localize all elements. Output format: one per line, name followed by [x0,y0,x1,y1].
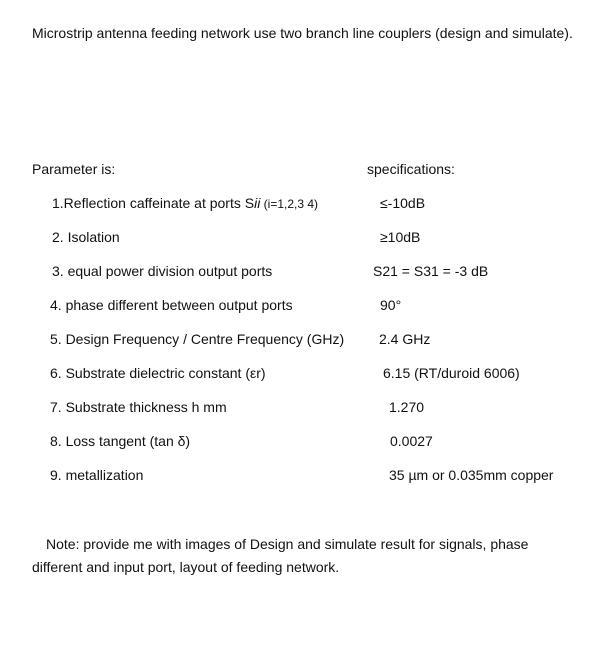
spec-row [0,295,601,315]
spec-row [0,431,601,451]
spec-row [0,397,601,417]
parameter-text: 9. metallization [50,467,144,483]
parameter-text: 2. Isolation [52,229,120,245]
spec-value: 35 µm or 0.035mm copper [389,467,554,483]
note-paragraph: Note: provide me with images of Design and simulate result for signals, phase different and input port, layout of feeding network. [32,536,529,575]
spec-value: 6.15 (RT/duroid 6006) [383,365,520,381]
spec-row [0,227,601,247]
parameter-text: 5. Design Frequency / Centre Frequency (GHz) [50,331,345,347]
parameter-text: 3. equal power division output ports [52,263,273,279]
spec-value: 2.4 GHz [379,331,431,347]
spec-row [0,193,601,213]
spec-value: 0.0027 [390,433,433,449]
spec-value: 1.270 [389,399,425,415]
spec-row [0,261,601,281]
parameter-text: 8. Loss tangent (tan δ) [50,433,191,449]
parameter-text: 7. Substrate thickness h mm [50,399,227,415]
parameter-text: 4. phase different between output ports [50,297,293,313]
spec-value: ≥10dB [380,229,421,245]
spec-value: ≤-10dB [380,195,426,211]
specifications-header: specifications: [367,161,455,177]
spec-value: S21 = S31 = -3 dB [373,263,489,279]
spec-value: 90° [380,297,402,313]
parameter-text: 1.Reflection caffeinate at ports Sii (i=1,2,3 4) [52,195,319,211]
spec-row [0,363,601,383]
document-title: Microstrip antenna feeding network use two branch line couplers (design and simulate). [32,25,573,41]
parameter-header: Parameter is: [32,161,116,177]
spec-row [0,465,601,485]
parameter-text: 6. Substrate dielectric constant (εr) [50,365,266,381]
spec-row [0,329,601,349]
